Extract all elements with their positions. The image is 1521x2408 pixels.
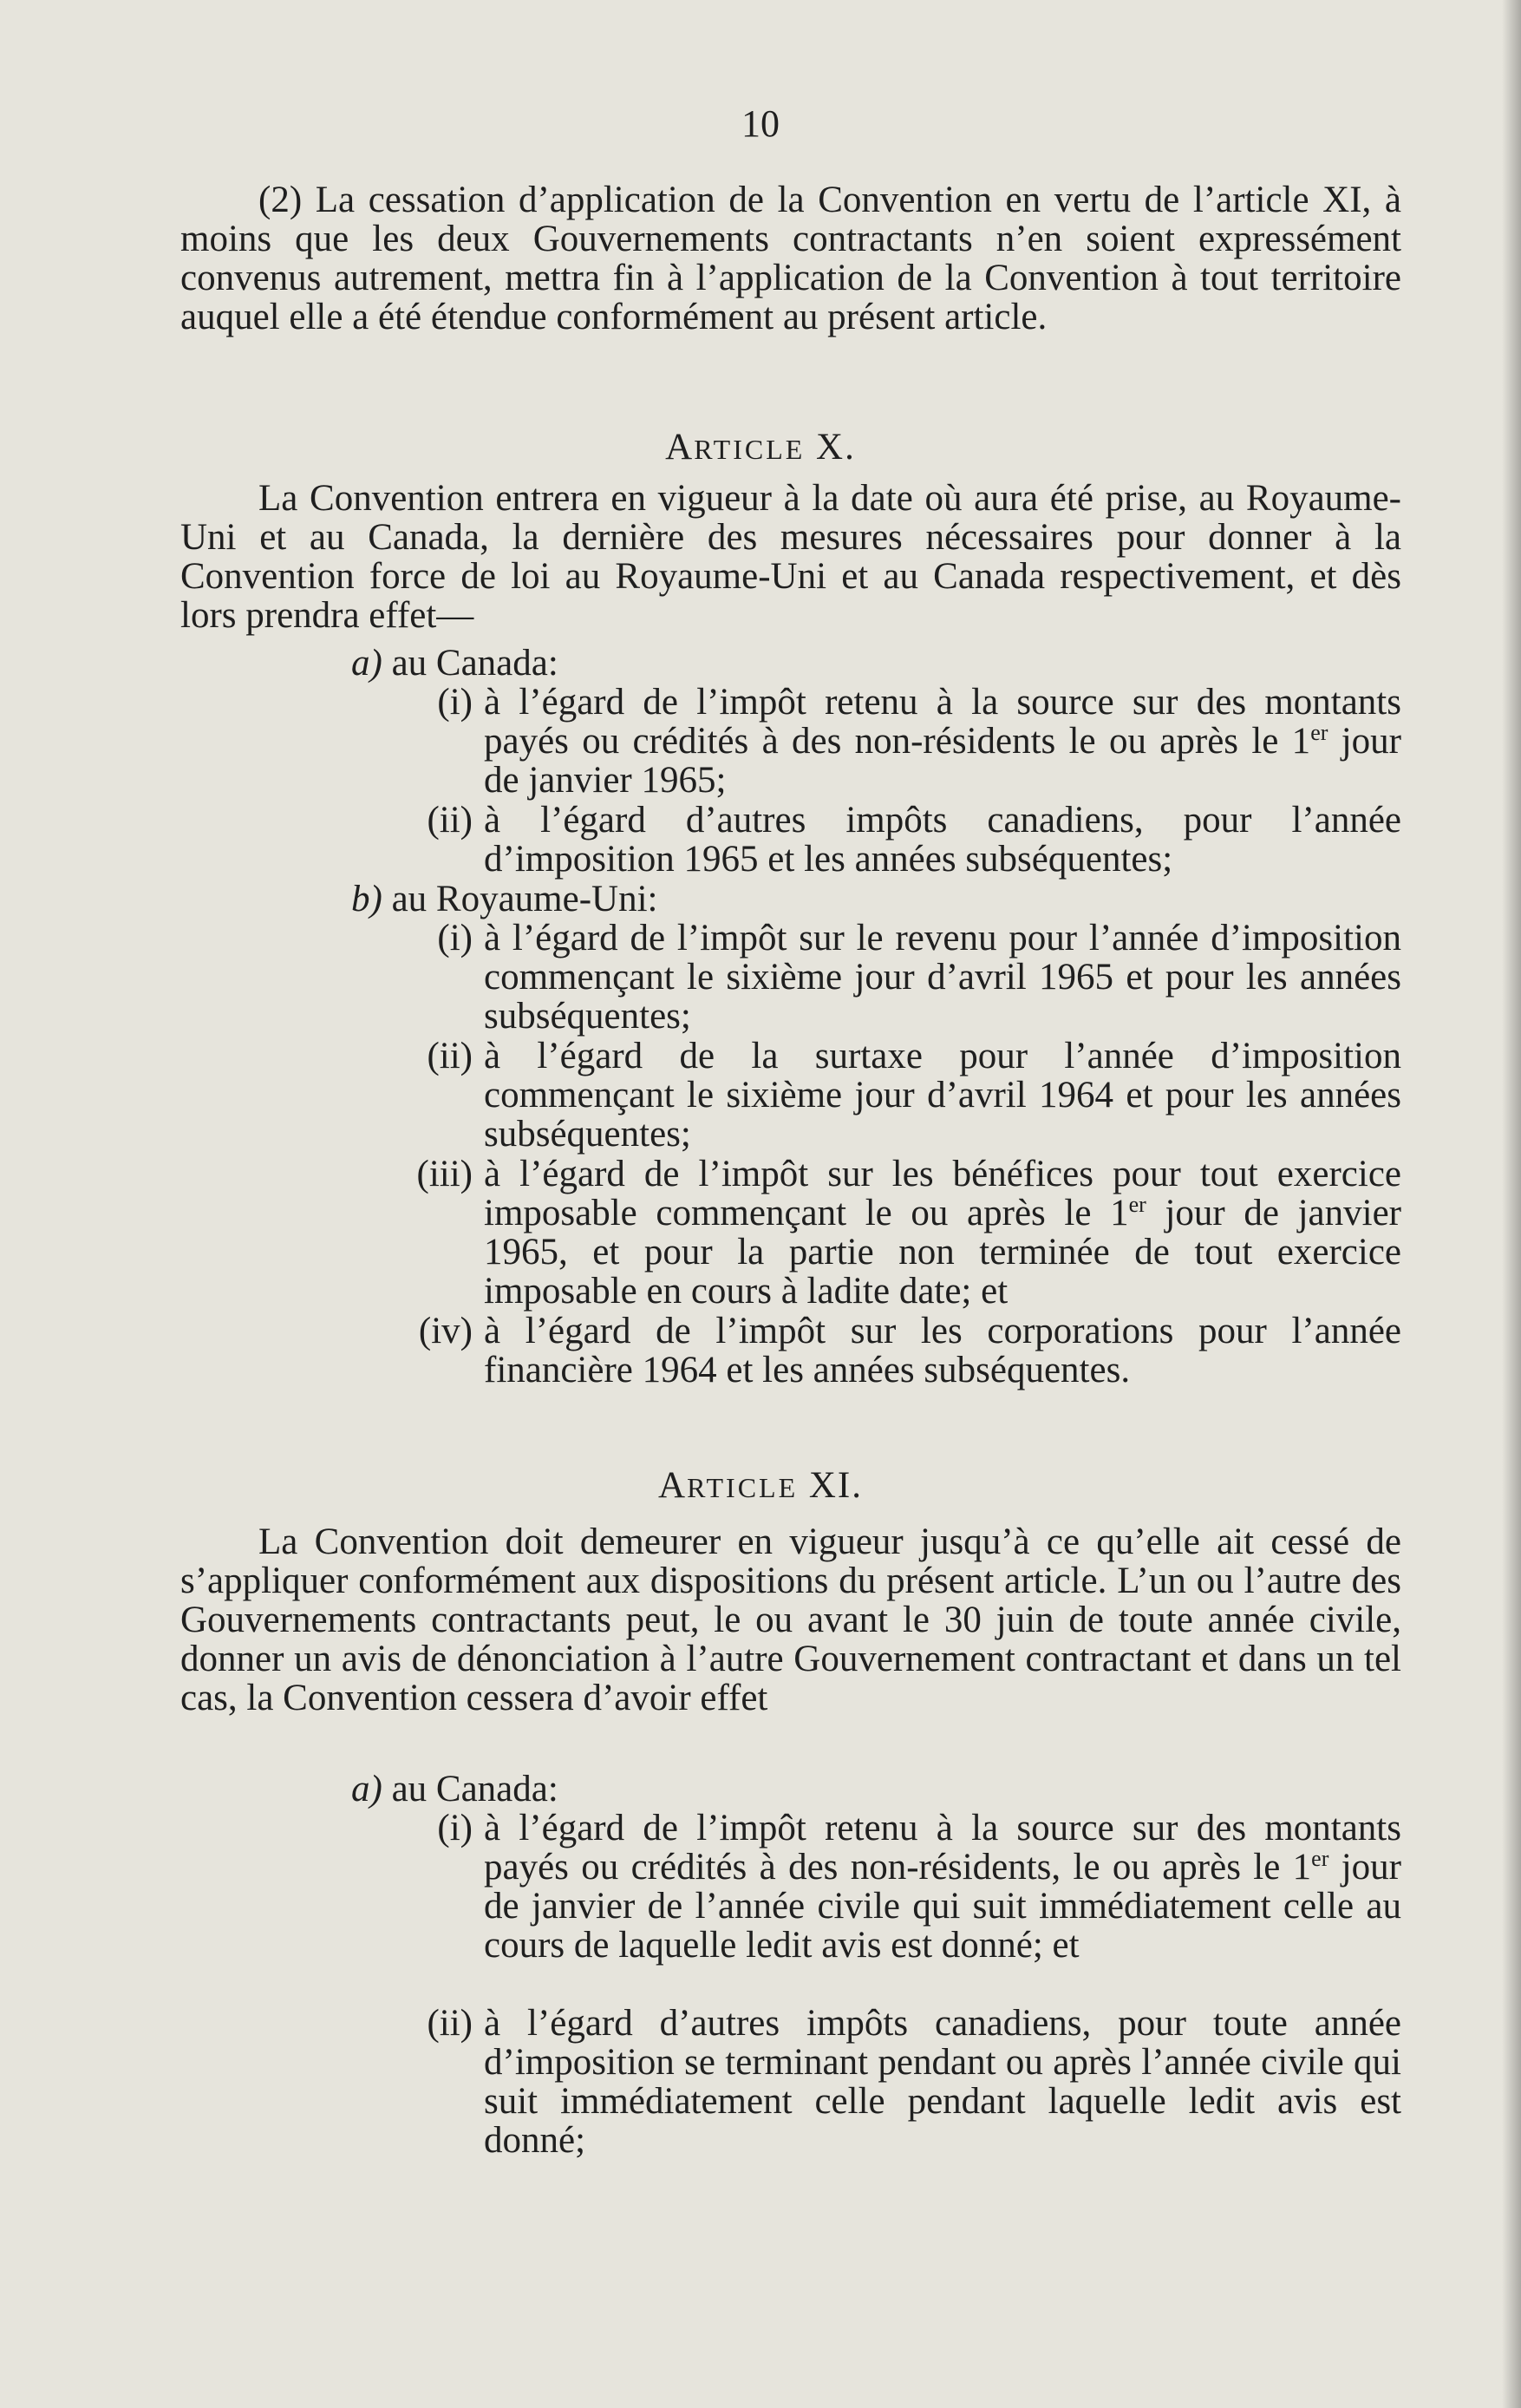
text-part: à l’égard de l’impôt sur les bénéfices pour tout exercice imposable commençant le ou après le 1 xyxy=(484,1154,1401,1233)
article-x-b-ii-text: à l’égard de la surtaxe pour l’année d’imposition commençant le sixième jour d’avril 1964 et pour les années subséquentes; xyxy=(484,1036,1401,1155)
paragraph-2: (2) La cessation d’application de la Convention en vertu de l’article XI, à moins que les deux Gouvernements contractants n’en soient expressément convenus autrement, mettra fin à l’application de la Convention à tout territoire auquel elle a été étendue conformément au présent article. xyxy=(180,180,1401,337)
text-part: à l’égard de l’impôt retenu à la source sur des montants payés ou crédités à des non-résidents, le ou après le 1 xyxy=(484,1808,1401,1888)
item-label: b) xyxy=(351,879,382,919)
article-x-b-i-label: (i) xyxy=(437,918,473,959)
article-x-b-iii-label: (iii) xyxy=(416,1154,473,1194)
article-xi-item-a xyxy=(351,1770,558,1809)
article-x-b-iv-text: à l’égard de l’impôt sur les corporations pour l’année financière 1964 et les années subséquentes. xyxy=(484,1311,1401,1390)
article-xi-heading xyxy=(0,1466,1521,1508)
heading-smallcaps: RTICLE xyxy=(694,434,806,465)
superscript: er xyxy=(1310,720,1328,745)
heading-number: XI. xyxy=(808,1465,863,1506)
article-x-b-ii-label: (ii) xyxy=(427,1036,473,1076)
article-x-item-a xyxy=(351,644,558,683)
text-part: jour de janvier 1965, et pour la partie non terminée de tout exercice imposable en cours à ladite date; et xyxy=(484,1193,1401,1312)
article-x-a-ii-text: à l’égard d’autres impôts canadiens, pour l’année d’imposition 1965 et les années subséquentes; xyxy=(484,800,1401,880)
article-xi-a-ii-label: (ii) xyxy=(427,2003,473,2044)
page-number: 10 xyxy=(741,102,780,145)
heading-cap: A xyxy=(665,427,695,468)
article-x-b-iv-label: (iv) xyxy=(418,1311,473,1351)
article-x-a-i-text xyxy=(484,683,1401,800)
text-part: à l’égard de l’impôt retenu à la source sur des montants payés ou crédités à des non-résidents le ou après le 1 xyxy=(484,682,1401,762)
item-label: a) xyxy=(351,1769,382,1809)
superscript: er xyxy=(1128,1192,1146,1217)
article-x-b-i-text: à l’égard de l’impôt sur le revenu pour l’année d’imposition commençant le sixième jour d’avril 1965 et pour les années subséquentes; xyxy=(484,918,1401,1037)
text-part: jour de janvier de l’année civile qui suit immédiatement celle au cours de laquelle ledit avis est donné; et xyxy=(484,1847,1401,1966)
article-xi-intro: La Convention doit demeurer en vigueur jusqu’à ce qu’elle ait cessé de s’appliquer conformément aux dispositions du présent article. L’un ou l’autre des Gouvernements contractants peut, le ou avant le 30 juin de toute année civile, donner un avis de dénonciation à l’autre Gouvernement contractant et dans un tel cas, la Convention cessera d’avoir effet xyxy=(180,1521,1401,1718)
heading-cap: A xyxy=(658,1465,688,1506)
superscript: er xyxy=(1311,1846,1329,1871)
article-x-a-i-label: (i) xyxy=(437,682,473,723)
article-x-a-ii-label: (ii) xyxy=(427,800,473,841)
article-xi-a-i-label: (i) xyxy=(437,1808,473,1849)
item-text: au Canada: xyxy=(391,643,558,684)
item-text: au Royaume-Uni: xyxy=(391,879,658,919)
article-x-heading xyxy=(0,428,1521,469)
item-label: a) xyxy=(351,643,382,684)
text-part: jour de janvier 1965; xyxy=(484,721,1401,801)
item-text: au Canada: xyxy=(391,1769,558,1809)
article-x-b-iii-text xyxy=(484,1155,1401,1311)
article-xi-a-i-text xyxy=(484,1809,1401,1965)
article-x-item-b xyxy=(351,880,657,919)
article-x-intro: La Convention entrera en vigueur à la date où aura été prise, au Royaume-Uni et au Canada, la dernière des mesures nécessaires pour donner à la Convention force de loi au Royaume-Uni et au Canada respectivement, et dès lors prendra effet— xyxy=(180,478,1401,636)
heading-number: X. xyxy=(816,427,856,468)
heading-smallcaps: RTICLE xyxy=(687,1472,799,1503)
article-xi-a-ii-text: à l’égard d’autres impôts canadiens, pour toute année d’imposition se terminant pendant ou après l’année civile qui suit immédiatement celle pendant laquelle ledit avis est donné; xyxy=(484,2003,1401,2161)
